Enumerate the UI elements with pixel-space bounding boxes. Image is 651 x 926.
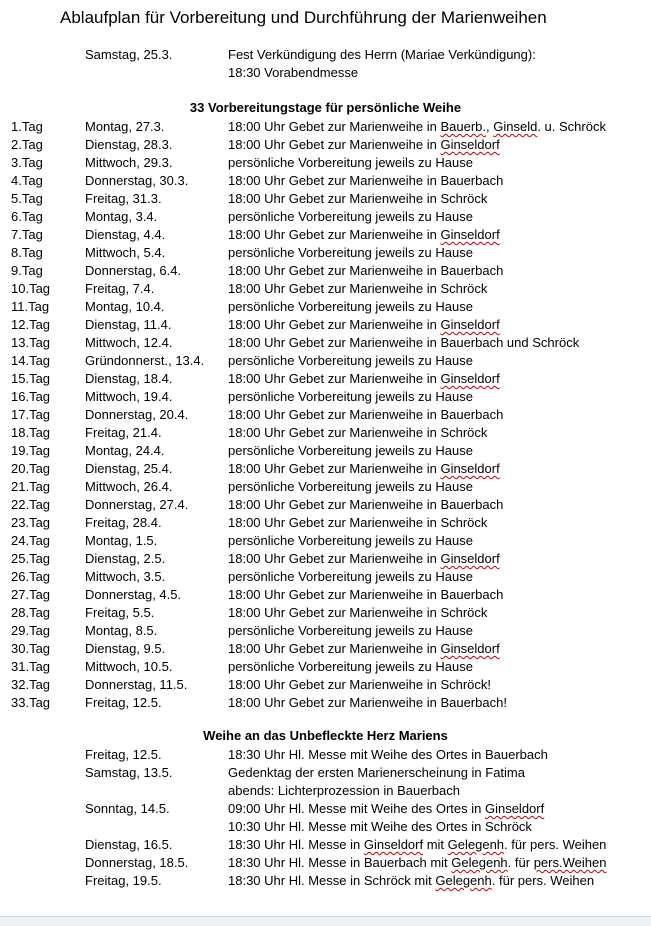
day-date: Mittwoch, 19.4. bbox=[85, 389, 173, 404]
day-number: 31.Tag bbox=[11, 659, 51, 674]
activity-text: 18:00 Uhr Gebet zur Marienweihe in Bauerbach und Schröck bbox=[228, 335, 580, 350]
opening-line-1: Fest Verkündigung des Herrn (Mariae Verkündigung): bbox=[228, 47, 536, 62]
text-fragment: . für bbox=[507, 855, 534, 870]
day-activity bbox=[228, 352, 473, 370]
day-activity bbox=[228, 640, 500, 658]
day-date: Freitag, 31.3. bbox=[85, 191, 162, 206]
activity-text: 18:00 Uhr Gebet zur Marienweihe in bbox=[228, 461, 441, 476]
day-date: Donnerstag, 30.3. bbox=[85, 173, 189, 188]
day-activity bbox=[228, 460, 500, 478]
day-number: 28.Tag bbox=[11, 605, 51, 620]
spellcheck-word: Ginseldorf bbox=[440, 551, 500, 566]
day-number: 4.Tag bbox=[11, 173, 43, 188]
day-date: Dienstag, 25.4. bbox=[85, 461, 173, 476]
day-activity bbox=[228, 694, 507, 712]
day-activity bbox=[228, 118, 606, 136]
activity-text: persönliche Vorbereitung jeweils zu Hause bbox=[228, 155, 473, 170]
day-date: Dienstag, 2.5. bbox=[85, 551, 166, 566]
day-number: 3.Tag bbox=[11, 155, 43, 170]
day-number: 19.Tag bbox=[11, 443, 51, 458]
text-fragment: . für pers. Weihen bbox=[491, 873, 595, 888]
text-fragment: 10:30 Uhr Hl. Messe mit Weihe des Ortes in Schröck bbox=[228, 819, 532, 834]
day-number: 24.Tag bbox=[11, 533, 51, 548]
day-number: 12.Tag bbox=[11, 317, 51, 332]
day-activity bbox=[228, 154, 473, 172]
day-number: 17.Tag bbox=[11, 407, 51, 422]
day-number: 26.Tag bbox=[11, 569, 51, 584]
opening-date: Samstag, 25.3. bbox=[85, 47, 173, 62]
day-date: Donnerstag, 6.4. bbox=[85, 263, 182, 278]
day-date: Dienstag, 4.4. bbox=[85, 227, 166, 242]
day-activity bbox=[228, 550, 500, 568]
day-date: Donnerstag, 20.4. bbox=[85, 407, 189, 422]
day-date: Mittwoch, 10.5. bbox=[85, 659, 173, 674]
day-activity bbox=[228, 676, 491, 694]
activity-text: persönliche Vorbereitung jeweils zu Hause bbox=[228, 443, 473, 458]
text-fragment: 09:00 Uhr Hl. Messe mit Weihe des Ortes in bbox=[228, 801, 485, 816]
event-description bbox=[228, 872, 594, 890]
spellcheck-word: Ginseldorf bbox=[484, 801, 545, 816]
day-date: Donnerstag, 4.5. bbox=[85, 587, 182, 602]
day-number: 18.Tag bbox=[11, 425, 51, 440]
activity-text: persönliche Vorbereitung jeweils zu Hause bbox=[228, 245, 473, 260]
text-fragment: 18:30 Uhr Hl. Messe in bbox=[228, 837, 364, 852]
text-fragment: . u. Schröck bbox=[537, 119, 606, 134]
day-number: 7.Tag bbox=[11, 227, 43, 242]
activity-text: 18:00 Uhr Gebet zur Marienweihe in bbox=[228, 119, 441, 134]
activity-text: 18:00 Uhr Gebet zur Marienweihe in Bauerbach bbox=[228, 263, 504, 278]
activity-text: 18:00 Uhr Gebet zur Marienweihe in Bauerbach bbox=[228, 587, 504, 602]
spellcheck-word: Ginseldorf bbox=[363, 837, 424, 852]
text-fragment: 18:30 Uhr Hl. Messe in Bauerbach mit bbox=[228, 855, 452, 870]
spellcheck-word: Ginseldorf bbox=[440, 371, 500, 386]
day-number: 20.Tag bbox=[11, 461, 51, 476]
activity-text: 18:00 Uhr Gebet zur Marienweihe in Schröck! bbox=[228, 677, 492, 692]
day-date: Mittwoch, 12.4. bbox=[85, 335, 173, 350]
day-date: Montag, 10.4. bbox=[85, 299, 165, 314]
day-activity bbox=[228, 280, 487, 298]
day-activity bbox=[228, 586, 503, 604]
day-number: 9.Tag bbox=[11, 263, 43, 278]
event-description bbox=[228, 746, 548, 764]
activity-text: persönliche Vorbereitung jeweils zu Hause bbox=[228, 479, 473, 494]
activity-text: 18:00 Uhr Gebet zur Marienweihe in bbox=[228, 641, 441, 656]
day-date: Montag, 24.4. bbox=[85, 443, 165, 458]
day-date: Freitag, 12.5. bbox=[85, 695, 162, 710]
spellcheck-word: pers.Weihen bbox=[533, 855, 607, 870]
activity-text: 18:00 Uhr Gebet zur Marienweihe in Bauerbach! bbox=[228, 695, 507, 710]
day-date: Gründonnerst., 13.4. bbox=[85, 353, 205, 368]
day-activity bbox=[228, 226, 500, 244]
day-date: Freitag, 28.4. bbox=[85, 515, 162, 530]
day-date: Donnerstag, 27.4. bbox=[85, 497, 189, 512]
day-date: Montag, 1.5. bbox=[85, 533, 158, 548]
activity-text: persönliche Vorbereitung jeweils zu Hause bbox=[228, 389, 473, 404]
event-description bbox=[228, 854, 606, 872]
spellcheck-word: Gelegenh bbox=[435, 873, 492, 888]
activity-text: persönliche Vorbereitung jeweils zu Hause bbox=[228, 209, 473, 224]
event-date: Freitag, 19.5. bbox=[85, 873, 162, 888]
day-number: 1.Tag bbox=[11, 119, 43, 134]
day-activity bbox=[228, 370, 500, 388]
activity-text: 18:00 Uhr Gebet zur Marienweihe in Schröck bbox=[228, 425, 488, 440]
text-fragment: 18:30 Uhr Hl. Messe in Schröck mit bbox=[228, 873, 436, 888]
spellcheck-word: Ginseldorf bbox=[440, 461, 500, 476]
spellcheck-word: Ginseldorf bbox=[440, 641, 500, 656]
day-date: Mittwoch, 29.3. bbox=[85, 155, 173, 170]
day-date: Montag, 27.3. bbox=[85, 119, 165, 134]
event-date: Dienstag, 16.5. bbox=[85, 837, 173, 852]
day-date: Dienstag, 11.4. bbox=[85, 317, 172, 332]
day-number: 27.Tag bbox=[11, 587, 51, 602]
page-bottom-band bbox=[0, 917, 651, 926]
document-title: Ablaufplan für Vorbereitung und Durchführung der Marienweihen bbox=[60, 8, 547, 27]
day-date: Mittwoch, 3.5. bbox=[85, 569, 166, 584]
day-activity bbox=[228, 514, 487, 532]
day-activity bbox=[228, 208, 473, 226]
day-activity bbox=[228, 658, 473, 676]
day-date: Freitag, 21.4. bbox=[85, 425, 162, 440]
activity-text: 18:00 Uhr Gebet zur Marienweihe in Bauerbach bbox=[228, 407, 504, 422]
day-activity bbox=[228, 532, 473, 550]
day-activity bbox=[228, 622, 473, 640]
spellcheck-word: Bauerb. bbox=[440, 119, 486, 134]
day-date: Dienstag, 18.4. bbox=[85, 371, 173, 386]
event-date: Sonntag, 14.5. bbox=[85, 801, 170, 816]
activity-text: 18:00 Uhr Gebet zur Marienweihe in Schröck bbox=[228, 281, 488, 296]
text-fragment: 18:30 Uhr Hl. Messe mit Weihe des Ortes in Bauerbach bbox=[228, 747, 548, 762]
section-heading-consecration: Weihe an das Unbefleckte Herz Mariens bbox=[203, 728, 448, 743]
event-description bbox=[228, 782, 460, 800]
activity-text: 18:00 Uhr Gebet zur Marienweihe in bbox=[228, 137, 441, 152]
text-fragment: . für pers. Weihen bbox=[504, 837, 607, 852]
activity-text: 18:00 Uhr Gebet zur Marienweihe in Schröck bbox=[228, 191, 488, 206]
day-activity bbox=[228, 604, 487, 622]
event-description bbox=[228, 800, 544, 818]
day-activity bbox=[228, 388, 473, 406]
activity-text: persönliche Vorbereitung jeweils zu Hause bbox=[228, 533, 473, 548]
day-number: 5.Tag bbox=[11, 191, 43, 206]
activity-text: 18:00 Uhr Gebet zur Marienweihe in Bauerbach bbox=[228, 173, 504, 188]
event-date: Freitag, 12.5. bbox=[85, 747, 162, 762]
day-number: 13.Tag bbox=[11, 335, 51, 350]
day-number: 32.Tag bbox=[11, 677, 51, 692]
day-activity bbox=[228, 172, 503, 190]
day-activity bbox=[228, 136, 500, 154]
activity-text: persönliche Vorbereitung jeweils zu Hause bbox=[228, 299, 473, 314]
day-number: 10.Tag bbox=[11, 281, 51, 296]
spellcheck-word: Gelegenh bbox=[451, 855, 508, 870]
day-date: Donnerstag, 11.5. bbox=[85, 677, 188, 692]
day-date: Mittwoch, 5.4. bbox=[85, 245, 166, 260]
spellcheck-word: Ginseld bbox=[493, 119, 538, 134]
day-activity bbox=[228, 406, 503, 424]
spellcheck-word: Ginseldorf bbox=[440, 317, 500, 332]
day-date: Freitag, 7.4. bbox=[85, 281, 155, 296]
activity-text: persönliche Vorbereitung jeweils zu Hause bbox=[228, 623, 473, 638]
day-number: 2.Tag bbox=[11, 137, 43, 152]
day-number: 21.Tag bbox=[11, 479, 51, 494]
day-number: 23.Tag bbox=[11, 515, 51, 530]
activity-text: persönliche Vorbereitung jeweils zu Hause bbox=[228, 659, 473, 674]
day-number: 29.Tag bbox=[11, 623, 51, 638]
event-description bbox=[228, 764, 525, 782]
day-activity bbox=[228, 568, 473, 586]
activity-text: 18:00 Uhr Gebet zur Marienweihe in Bauerbach bbox=[228, 497, 504, 512]
text-fragment: , bbox=[486, 119, 494, 134]
day-number: 22.Tag bbox=[11, 497, 51, 512]
spellcheck-word: Ginseldorf bbox=[440, 137, 500, 152]
day-date: Freitag, 5.5. bbox=[85, 605, 155, 620]
day-date: Montag, 8.5. bbox=[85, 623, 158, 638]
day-activity bbox=[228, 316, 500, 334]
day-number: 11.Tag bbox=[11, 299, 50, 314]
activity-text: persönliche Vorbereitung jeweils zu Hause bbox=[228, 569, 473, 584]
spellcheck-word: Gelegenh bbox=[447, 837, 505, 852]
day-number: 8.Tag bbox=[11, 245, 43, 260]
day-activity bbox=[228, 442, 473, 460]
day-activity bbox=[228, 190, 487, 208]
day-activity bbox=[228, 478, 473, 496]
event-description bbox=[228, 818, 532, 836]
day-date: Montag, 3.4. bbox=[85, 209, 158, 224]
day-number: 14.Tag bbox=[11, 353, 51, 368]
day-number: 6.Tag bbox=[11, 209, 43, 224]
day-number: 30.Tag bbox=[11, 641, 51, 656]
section-heading-preparation: 33 Vorbereitungstage für persönliche Weihe bbox=[189, 100, 462, 115]
day-activity bbox=[228, 262, 503, 280]
activity-text: 18:00 Uhr Gebet zur Marienweihe in bbox=[228, 551, 441, 566]
spellcheck-word: Ginseldorf bbox=[440, 227, 500, 242]
text-fragment: Gedenktag der ersten Marienerscheinung in Fatima bbox=[228, 765, 525, 780]
day-number: 25.Tag bbox=[11, 551, 51, 566]
day-activity bbox=[228, 334, 579, 352]
day-number: 33.Tag bbox=[11, 695, 51, 710]
day-activity bbox=[228, 298, 473, 316]
day-number: 16.Tag bbox=[11, 389, 51, 404]
day-date: Dienstag, 9.5. bbox=[85, 641, 166, 656]
day-number: 15.Tag bbox=[11, 371, 51, 386]
activity-text: 18:00 Uhr Gebet zur Marienweihe in bbox=[228, 227, 441, 242]
activity-text: 18:00 Uhr Gebet zur Marienweihe in Schröck bbox=[228, 515, 488, 530]
day-activity bbox=[228, 496, 503, 514]
activity-text: persönliche Vorbereitung jeweils zu Hause bbox=[228, 353, 473, 368]
event-date: Donnerstag, 18.5. bbox=[85, 855, 189, 870]
text-fragment: abends: Lichterprozession in Bauerbach bbox=[228, 783, 460, 798]
day-date: Dienstag, 28.3. bbox=[85, 137, 173, 152]
opening-line-2: 18:30 Vorabendmesse bbox=[228, 65, 359, 80]
event-date: Samstag, 13.5. bbox=[85, 765, 173, 780]
activity-text: 18:00 Uhr Gebet zur Marienweihe in bbox=[228, 371, 441, 386]
text-fragment: mit bbox=[423, 837, 448, 852]
event-description bbox=[228, 836, 606, 854]
day-activity bbox=[228, 244, 473, 262]
activity-text: 18:00 Uhr Gebet zur Marienweihe in bbox=[228, 317, 441, 332]
day-date: Mittwoch, 26.4. bbox=[85, 479, 173, 494]
day-activity bbox=[228, 424, 487, 442]
activity-text: 18:00 Uhr Gebet zur Marienweihe in Schröck bbox=[228, 605, 488, 620]
